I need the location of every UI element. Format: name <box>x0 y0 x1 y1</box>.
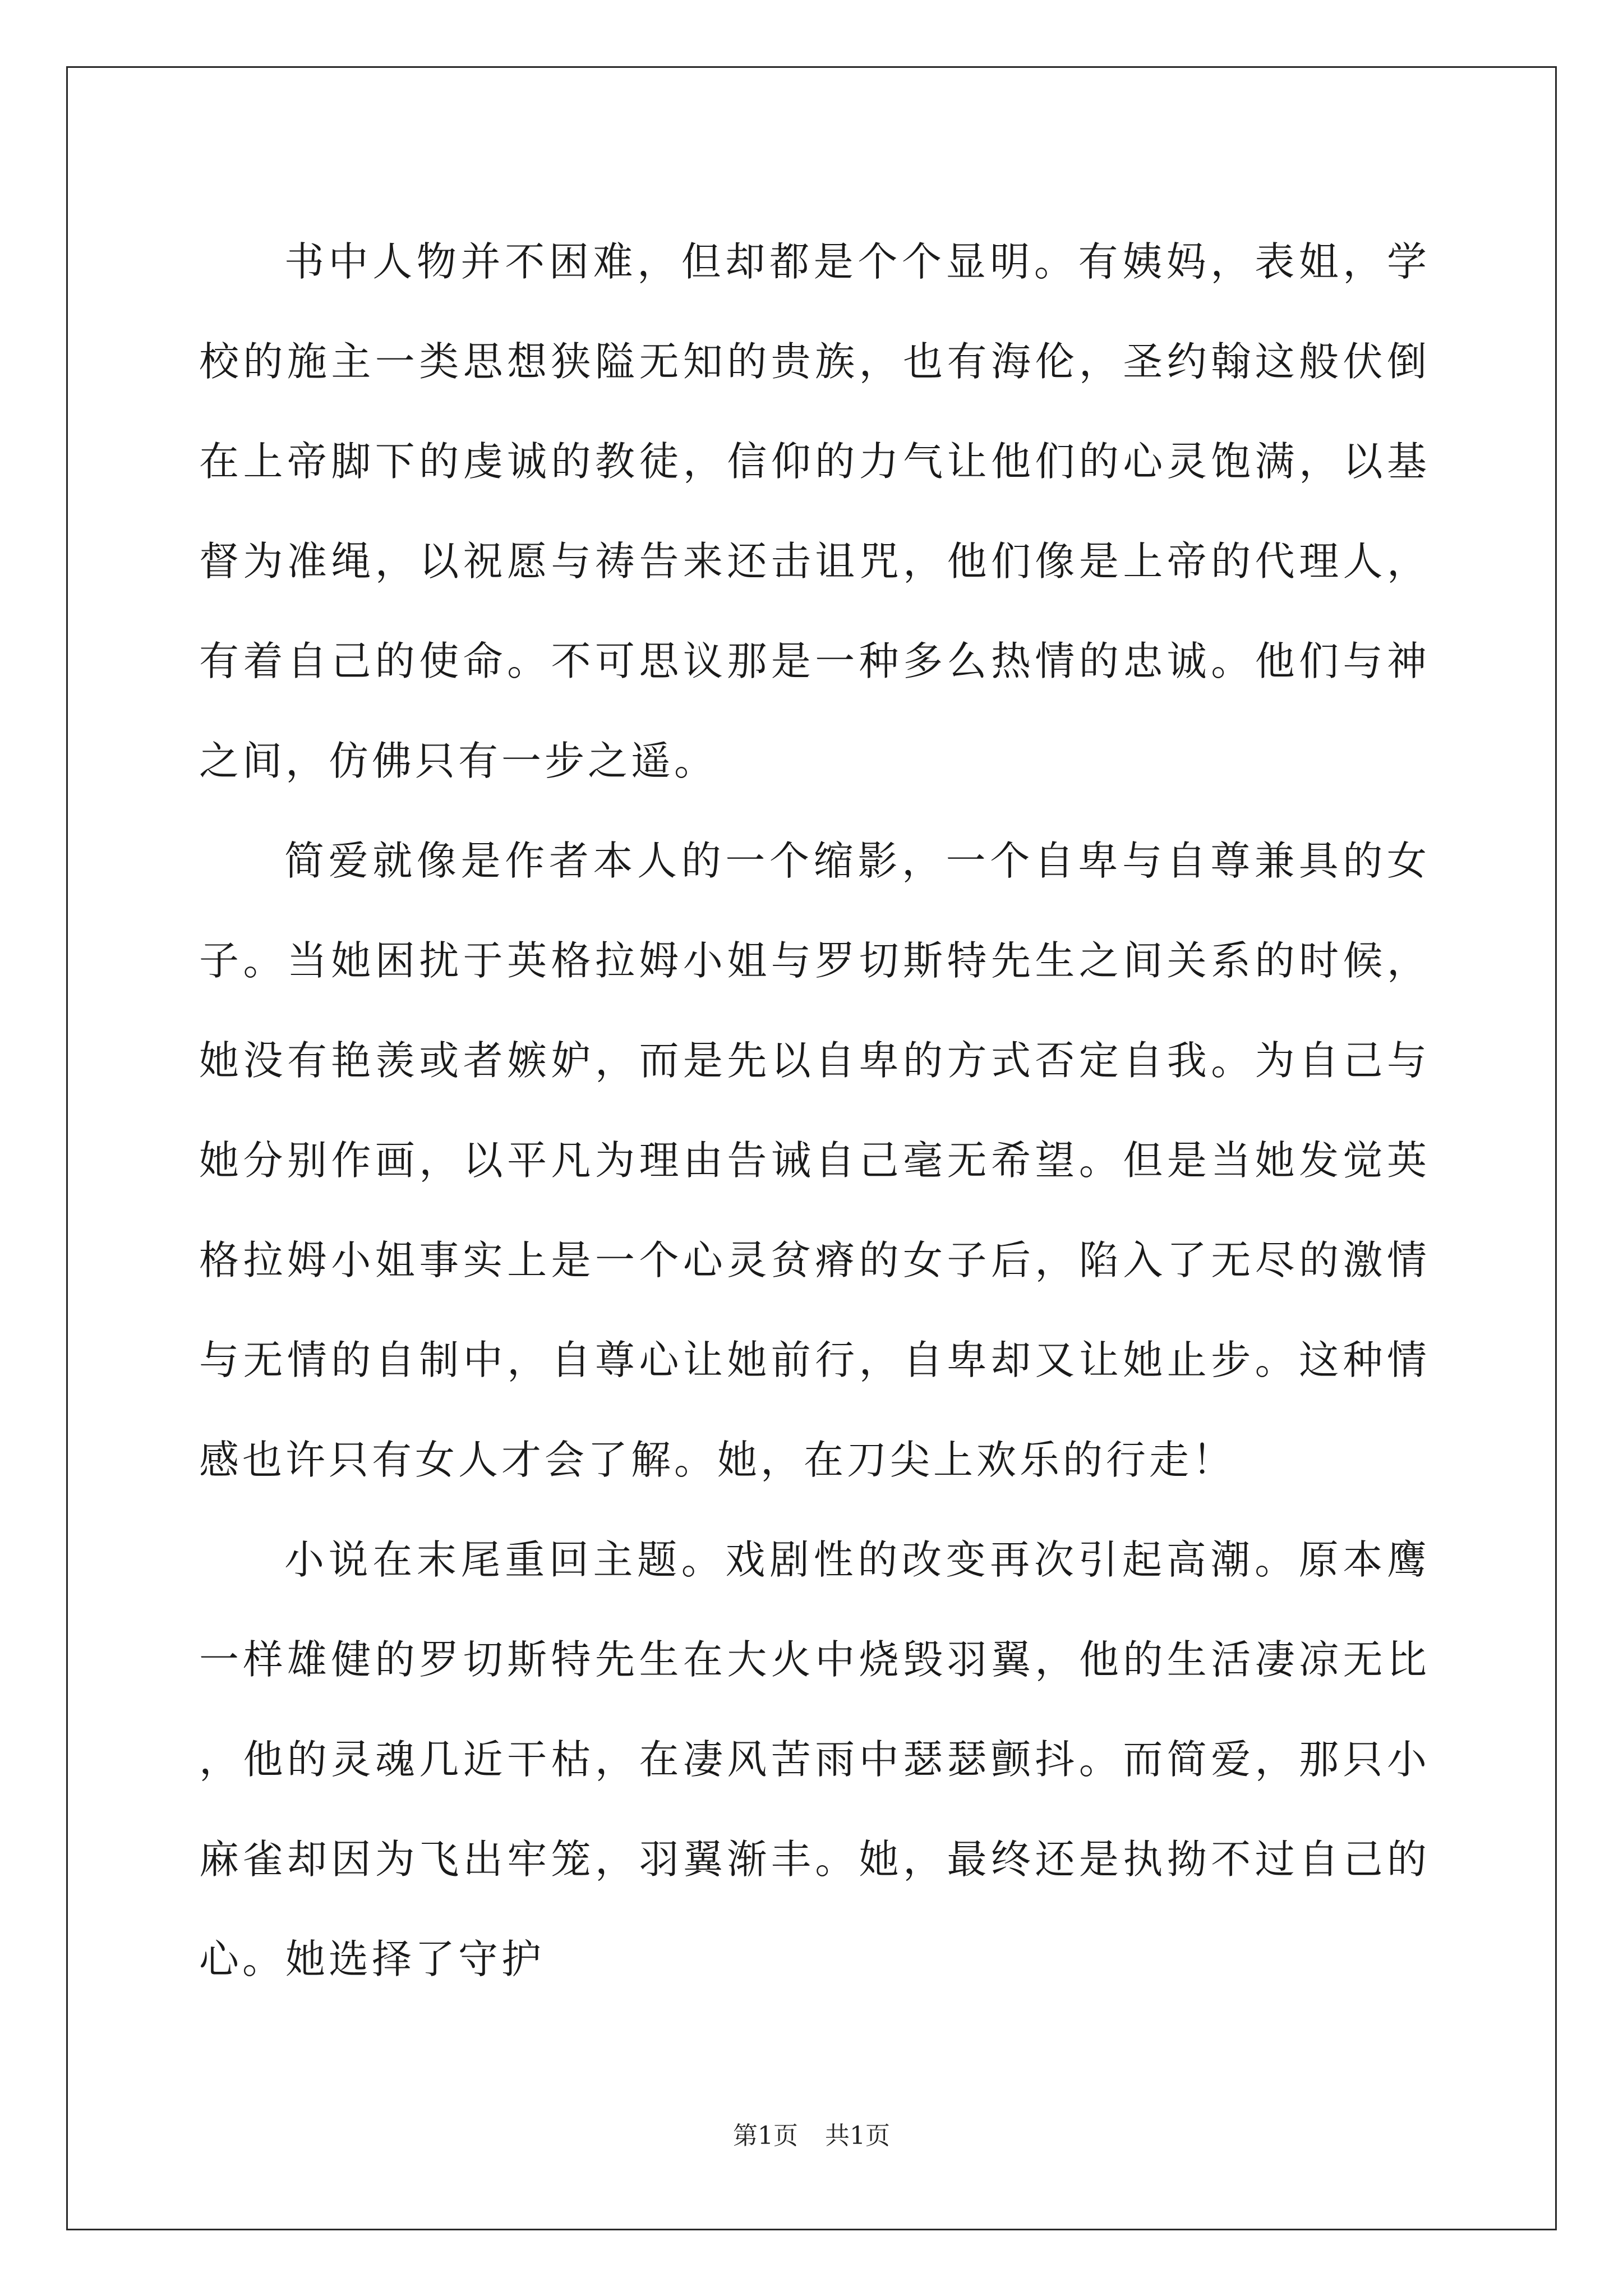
page-total: 共1页 <box>825 2122 890 2150</box>
document-body <box>199 212 1430 2009</box>
paragraph-2: 简爱就像是作者本人的一个缩影，一个自卑与自尊兼具的女子。当她困扰于英格拉姆小姐与罗切斯特先生之间关系的时候，她没有艳羡或者嫉妒，而是先以自卑的方式否定自我。为自己与她分别作画，以平凡为理由告诫自己毫无希望。但是当她发觉英格拉姆小姐事实上是一个心灵贫瘠的女子后，陷入了无尽的激情与无情的自制中，自尊心让她前行，自卑却又让她止步。这种情感也许只有女人才会了解。她，在刀尖上欢乐的行走！ <box>199 838 1430 1483</box>
page-footer <box>0 2119 1623 2153</box>
page-number: 第1页 <box>733 2122 798 2150</box>
paragraph-1: 书中人物并不困难，但却都是个个显明。有姨妈，表姐，学校的施主一类思想狭隘无知的贵族，也有海伦，圣约翰这般伏倒在上帝脚下的虔诚的教徒，信仰的力气让他们的心灵饱满，以基督为准绳，以祝愿与祷告来还击诅咒，他们像是上帝的代理人，有着自己的使命。不可思议那是一种多么热情的忠诚。他们与神之间，仿佛只有一步之遥。 <box>199 238 1430 784</box>
paragraph-3: 小说在末尾重回主题。戏剧性的改变再次引起高潮。原本鹰一样雄健的罗切斯特先生在大火中烧毁羽翼，他的生活凄凉无比，他的灵魂几近干枯，在凄风苦雨中瑟瑟颤抖。而简爱，那只小麻雀却因为飞出牢笼，羽翼渐丰。她，最终还是执拗不过自己的心。她选择了守护 <box>199 1536 1430 1982</box>
